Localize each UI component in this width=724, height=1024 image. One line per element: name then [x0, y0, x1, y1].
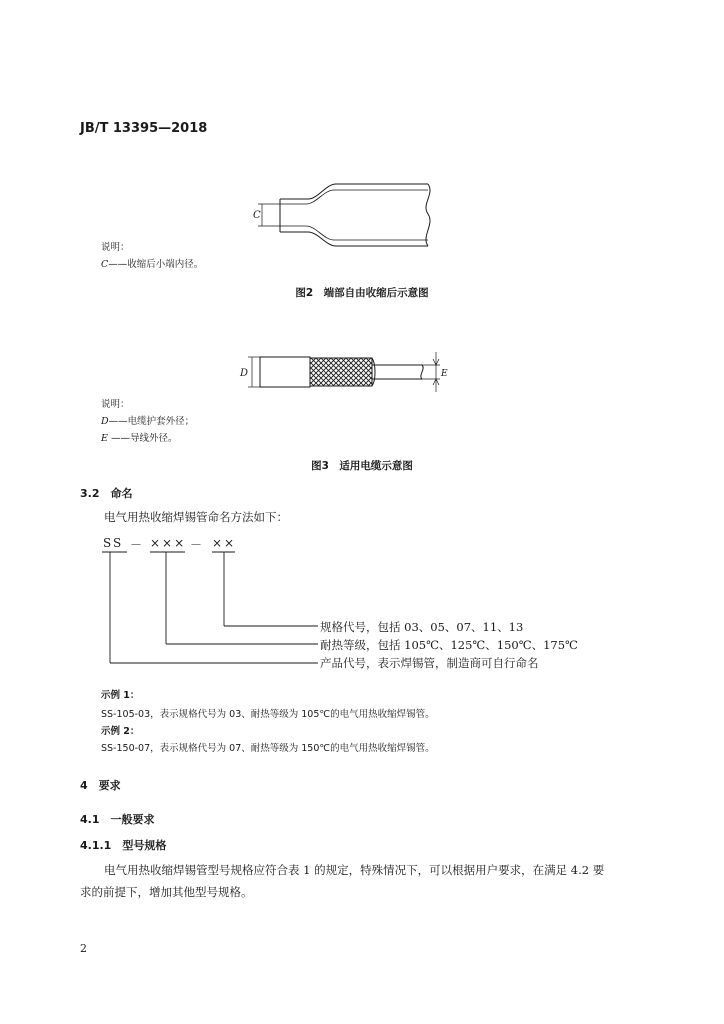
section-4-heading: 4 要求: [80, 779, 121, 792]
naming-code-dash-1: －: [130, 538, 145, 552]
figure2-drawing: [240, 170, 440, 250]
section-4-1-1-heading: 4.1.1 型号规格: [80, 839, 167, 852]
section-4-1-heading: 4.1 一般要求: [80, 813, 155, 826]
page-number: 2: [80, 942, 87, 955]
figure3-drawing: [236, 348, 448, 398]
naming-code-spec: ××: [212, 536, 237, 550]
fig2-legend-title: 说明：: [101, 242, 130, 253]
fig3-legend-item-d: [101, 413, 194, 430]
section-4-1-1-paragraph-line2: 求的前提下，增加其他型号规格。: [80, 885, 253, 899]
naming-code-dash-2: －: [190, 538, 205, 552]
fig3-legend-symbol-e: E: [101, 433, 108, 444]
section-3-2-intro: 电气用热收缩焊锡管命名方法如下：: [104, 510, 288, 524]
fig2-dim-c-label: C: [253, 210, 261, 221]
naming-leader-lines: [100, 548, 320, 668]
figure3-caption: 图3 适用电缆示意图: [311, 460, 413, 472]
fig2-legend-symbol: C: [101, 259, 109, 270]
example-2-label: 示例 2：: [101, 726, 140, 737]
naming-explanation-spec: 规格代号，包括 03、05、07、11、13: [320, 620, 524, 634]
fig3-legend-text-e: ——导线外径。: [107, 433, 178, 444]
fig3-legend-symbol-d: D: [101, 416, 109, 427]
section-3-2-heading: 3.2 命名: [80, 487, 133, 500]
figure2-caption: 图2 端部自由收缩后示意图: [295, 287, 429, 299]
naming-code-ss: SS: [103, 536, 124, 550]
naming-explanation-heat: 耐热等级，包括 105℃、125℃、150℃、175℃: [320, 638, 578, 652]
standard-id-header: JB/T 13395—2018: [80, 121, 208, 136]
fig3-dim-e-label: E: [441, 369, 448, 379]
example-1-text: SS-105-03，表示规格代号为 03、耐热等级为 105℃的电气用热收缩焊锡管。: [101, 709, 435, 720]
fig2-legend-text: ——收缩后小端内径。: [108, 259, 204, 270]
fig3-legend-title: 说明：: [101, 399, 130, 410]
fig2-legend-item: [101, 256, 203, 273]
section-4-1-1-paragraph-line1: 电气用热收缩焊锡管型号规格应符合表 1 的规定，特殊情况下，可以根据用户要求，在满足 4.2 要: [104, 863, 605, 877]
example-1-label: 示例 1：: [101, 690, 140, 701]
fig2-outer-bottom: [280, 232, 428, 246]
naming-explanation-product: 产品代号，表示焊锡管，制造商可自行命名: [320, 656, 539, 670]
example-2-text: SS-150-07，表示规格代号为 07、耐热等级为 150℃的电气用热收缩焊锡管。: [101, 743, 435, 754]
fig2-outer-top: [280, 184, 428, 199]
fig3-legend-item-e: [101, 430, 177, 447]
fig3-dim-d-label: D: [240, 368, 249, 379]
naming-code-heat-grade: ×××: [150, 536, 187, 550]
fig3-legend-text-d: ——电缆护套外径；: [108, 416, 195, 427]
